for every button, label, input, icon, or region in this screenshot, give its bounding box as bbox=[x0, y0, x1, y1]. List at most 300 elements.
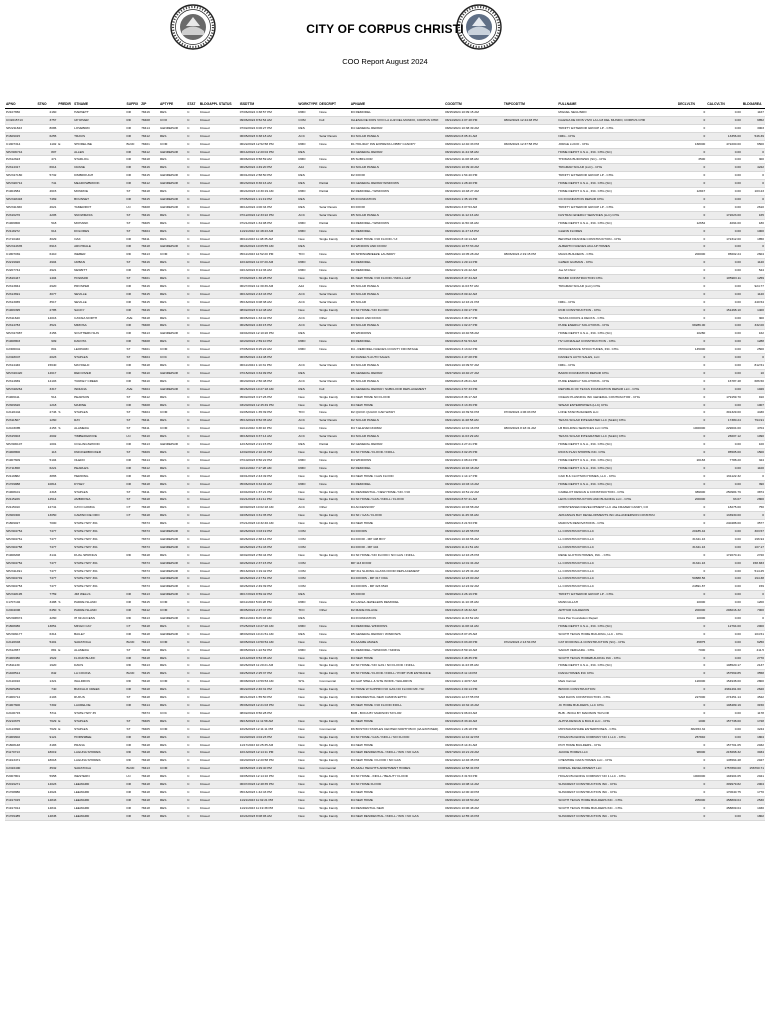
table-cell: C bbox=[186, 528, 199, 536]
table-cell: BRABD CONSTRUCTION CHG bbox=[557, 275, 677, 283]
table-cell: COM bbox=[159, 409, 186, 417]
table-cell: ST bbox=[126, 646, 141, 654]
table-cell: Closed bbox=[199, 267, 239, 275]
table-cell bbox=[57, 812, 73, 820]
table-cell: C bbox=[186, 251, 199, 259]
table-cell: GENREPAIR bbox=[159, 441, 186, 449]
table-cell: C bbox=[186, 267, 199, 275]
table-cell: P1904584 bbox=[5, 188, 36, 196]
table-cell: 14843 bbox=[36, 796, 57, 804]
table-cell bbox=[503, 583, 558, 591]
table-cell: D2 SF HOME / NO GAS / NO FLOOD / INFILL bbox=[350, 662, 444, 670]
table-cell: None bbox=[318, 638, 349, 646]
table-row bbox=[5, 796, 765, 804]
table-cell bbox=[318, 591, 349, 599]
table-row bbox=[5, 480, 765, 488]
table-cell: 389900 bbox=[677, 488, 706, 496]
table-row bbox=[5, 709, 765, 717]
table-cell: C bbox=[186, 282, 199, 290]
table-row bbox=[5, 528, 765, 536]
table-cell: 95505.00 bbox=[706, 448, 742, 456]
table-cell: 02/09/2023 10:02:18 AM bbox=[239, 504, 298, 512]
table-cell: P2313065 bbox=[5, 298, 36, 306]
table-cell: DR bbox=[126, 306, 141, 314]
table-cell: GENREPAIR bbox=[159, 528, 186, 536]
table-cell: 06/18/2024 9:37:14 AM bbox=[239, 433, 298, 441]
table-row bbox=[5, 520, 765, 528]
table-cell bbox=[503, 480, 558, 488]
table-cell: ST bbox=[126, 717, 141, 725]
table-cell: New bbox=[297, 306, 318, 314]
table-cell bbox=[503, 354, 558, 362]
table-cell: Partial bbox=[318, 180, 349, 188]
table-cell: 0 bbox=[677, 765, 706, 773]
table-cell: P1907600 bbox=[5, 701, 36, 709]
table-cell bbox=[57, 701, 73, 709]
table-cell: 2800 bbox=[742, 678, 765, 686]
table-cell: Closed bbox=[199, 694, 239, 702]
table-cell: GENREPAIR bbox=[159, 148, 186, 156]
table-cell: CC FOUNDATION REPAIR CHG bbox=[557, 195, 677, 203]
table-cell: 7477 bbox=[36, 583, 57, 591]
table-cell: ST bbox=[126, 694, 141, 702]
table-cell: STATE HWY 361 bbox=[73, 543, 125, 551]
table-cell: Single Family bbox=[318, 796, 349, 804]
table-cell: P1917015 bbox=[5, 796, 36, 804]
table-cell: D4 REMODEL bbox=[350, 259, 444, 267]
table-row bbox=[5, 559, 765, 567]
table-cell: Closed bbox=[199, 749, 239, 757]
table-cell: 01/11/2022 7:47:28 AM bbox=[239, 464, 298, 472]
table-cell: 0 bbox=[742, 591, 765, 599]
table-cell bbox=[503, 195, 558, 203]
table-cell: AVE bbox=[126, 314, 141, 322]
table-cell: Solar Panels bbox=[318, 362, 349, 370]
table-cell: COM bbox=[297, 528, 318, 536]
table-cell: D4 DOOR - MP 108 BOY bbox=[350, 535, 444, 543]
table-cell: 07/30/2024 4:06:03 PM bbox=[503, 409, 558, 417]
table-cell: 2770 bbox=[742, 654, 765, 662]
table-cell: 02/02/2023 2:56:44 PM bbox=[239, 551, 298, 559]
table-cell: C bbox=[186, 298, 199, 306]
table-cell: 08/23/2024 8:57:41 AM bbox=[444, 496, 503, 504]
table-cell: WALDRON bbox=[73, 678, 125, 686]
table-cell: DR bbox=[126, 701, 141, 709]
table-cell: New bbox=[297, 654, 318, 662]
table-cell: P1913471 bbox=[5, 757, 36, 765]
table-cell bbox=[318, 535, 349, 543]
table-cell: D2 REMODEL bbox=[350, 267, 444, 275]
table-cell: SP2304754 bbox=[5, 528, 36, 536]
table-cell: 924.77 bbox=[742, 282, 765, 290]
table-cell: D4 7-ELEVEN #40302 bbox=[350, 425, 444, 433]
table-cell: D5 WINDOWS bbox=[350, 330, 444, 338]
table-cell: 0.00 bbox=[706, 172, 742, 180]
table-cell: LN bbox=[126, 773, 141, 781]
table-cell: 1522 bbox=[36, 654, 57, 662]
table-cell: 0 bbox=[677, 591, 706, 599]
table-cell: 4602 bbox=[36, 433, 57, 441]
table-cell: 5401 bbox=[36, 638, 57, 646]
table-cell: 78414 bbox=[140, 124, 159, 132]
table-cell: STATE HWY 361 bbox=[73, 520, 125, 528]
table-cell: 08/23/2024 12:00:40 PM bbox=[444, 788, 503, 796]
table-cell: IGLESIA DE DIOS VIVO LA LUZ DEL MUNDO, CORPUS CHR bbox=[557, 116, 677, 124]
table-cell: D6 BOSTON STAPLES CENTER NORTH BOX (4A EXPOSED) bbox=[350, 725, 444, 733]
table-cell: None bbox=[318, 622, 349, 630]
table-cell: 07/03/2023 1:36:28 PM bbox=[239, 275, 298, 283]
table-cell: 78405 bbox=[140, 725, 159, 733]
table-cell: PADRE ISLAND bbox=[73, 599, 125, 607]
table-cell: C bbox=[186, 686, 199, 694]
table-cell: P2312657 bbox=[5, 646, 36, 654]
table-cell: C bbox=[186, 543, 199, 551]
table-cell: Commercial bbox=[318, 678, 349, 686]
table-cell: RES bbox=[297, 124, 318, 132]
table-cell: DAVIS bbox=[73, 662, 125, 670]
table-cell bbox=[503, 290, 558, 298]
table-cell: D4 SF HOME FLOOD bbox=[350, 781, 444, 789]
table-cell: HOME DEPOT U.S.A., INC. CHG (SC) bbox=[557, 148, 677, 156]
table-cell: C bbox=[186, 599, 199, 607]
table-cell: 6450 bbox=[36, 607, 57, 615]
table-cell: RES bbox=[159, 156, 186, 164]
table-cell: 3077 bbox=[36, 290, 57, 298]
table-cell: COM bbox=[297, 543, 318, 551]
table-cell: Closed bbox=[199, 330, 239, 338]
table-row bbox=[5, 583, 765, 591]
table-cell: 08/28/2024 12:55:43 PM bbox=[444, 812, 503, 820]
table-cell: ALBERTO NUEVES AKA AP HOMES bbox=[557, 243, 677, 251]
table-cell: 06/07/2023 12:48:35 PM bbox=[239, 781, 298, 789]
table-cell: 881 bbox=[36, 646, 57, 654]
table-cell: 78410 bbox=[140, 369, 159, 377]
table-cell: 0 bbox=[742, 180, 765, 188]
table-cell: 12652 bbox=[677, 219, 706, 227]
table-cell: KNICKERBOCKER bbox=[73, 448, 125, 456]
table-cell: SP2318195 bbox=[5, 591, 36, 599]
table-cell: D4 SF HOME - INFILL / BEAUTY FLOOD bbox=[350, 773, 444, 781]
table-cell: 0 bbox=[677, 306, 706, 314]
table-cell: 0.00 bbox=[706, 322, 742, 330]
table-cell: D4 AAAME AMAES bbox=[350, 638, 444, 646]
table-cell: DR bbox=[126, 124, 141, 132]
table-cell: C bbox=[186, 812, 199, 820]
table-cell: RES bbox=[297, 243, 318, 251]
table-cell: 3034 bbox=[742, 749, 765, 757]
table-cell: C bbox=[186, 535, 199, 543]
table-cell: 08/24/2024 10:09:57 AM bbox=[444, 362, 503, 370]
table-cell: 05/11/2023 12:52:20 PM bbox=[239, 251, 298, 259]
table-cell: D3 DOOR bbox=[350, 203, 444, 211]
table-cell: P1906800 bbox=[5, 219, 36, 227]
table-cell: RES bbox=[297, 148, 318, 156]
table-cell: TFO bbox=[297, 409, 318, 417]
table-cell: 78418 bbox=[140, 796, 159, 804]
table-cell: RES bbox=[297, 615, 318, 623]
table-cell: D5 SUBFLOOR bbox=[350, 156, 444, 164]
table-cell: 78411 bbox=[140, 417, 159, 425]
table-cell: STAPLES bbox=[73, 725, 125, 733]
table-cell: 161122.32 bbox=[706, 472, 742, 480]
table-cell: LEEWARD bbox=[73, 781, 125, 789]
table-cell: P2118272 bbox=[5, 227, 36, 235]
table-cell: 0.00 bbox=[706, 535, 742, 543]
table-cell: 06/21/2023 1:55:50 PM bbox=[239, 694, 298, 702]
table-cell: D4 SF HOME / FLOOD / INFILL bbox=[350, 448, 444, 456]
table-row bbox=[5, 496, 765, 504]
table-cell: 0.00 bbox=[706, 188, 742, 196]
table-cell bbox=[503, 662, 558, 670]
table-cell: 09/15/2023 11:11:58 AM bbox=[239, 717, 298, 725]
table-cell: 08/16/2024 1:28:40 PM bbox=[444, 180, 503, 188]
table-cell: 0 bbox=[742, 148, 765, 156]
table-cell: 274451.14 bbox=[706, 694, 742, 702]
table-cell: D4 GAP SHELL & SITE WORK / WALDRON bbox=[350, 678, 444, 686]
table-row bbox=[5, 654, 765, 662]
table-cell bbox=[318, 243, 349, 251]
table-cell bbox=[57, 622, 73, 630]
table-cell: DANIEL'S AUTO SALES, LLC bbox=[557, 354, 677, 362]
table-cell: P2119882 bbox=[5, 472, 36, 480]
table-cell: P1709485 bbox=[5, 812, 36, 820]
table-cell: 471 bbox=[36, 156, 57, 164]
table-cell: 1804 bbox=[742, 733, 765, 741]
table-cell: 78413 bbox=[140, 330, 159, 338]
table-cell: DORSAL DEVELOPMENT LLC bbox=[557, 765, 677, 773]
table-cell: 12/15/2023 2:21:15 PM bbox=[239, 441, 298, 449]
table-cell: Other bbox=[318, 607, 349, 615]
table-cell: GENREPAIR bbox=[159, 535, 186, 543]
table-cell: 0.00 bbox=[706, 638, 742, 646]
table-cell: C bbox=[186, 393, 199, 401]
table-cell: 215668.32 bbox=[706, 749, 742, 757]
table-cell bbox=[57, 275, 73, 283]
report-title: CITY OF CORPUS CHRISTI bbox=[306, 22, 464, 36]
table-cell: C2100715 bbox=[5, 709, 36, 717]
table-cell: RD bbox=[126, 678, 141, 686]
table-cell bbox=[57, 195, 73, 203]
table-cell: 0.00 bbox=[706, 385, 742, 393]
table-cell: ACC bbox=[297, 290, 318, 298]
table-cell: 08/20/2024 1:02:27 PM bbox=[444, 322, 503, 330]
table-cell: 0 bbox=[677, 670, 706, 678]
table-cell: 08/28/2024 4:26:19 PM bbox=[444, 591, 503, 599]
table-cell bbox=[318, 543, 349, 551]
table-cell: 113 bbox=[36, 448, 57, 456]
table-cell: 229604.00 bbox=[706, 425, 742, 433]
table-cell: LOVEBIRD bbox=[73, 124, 125, 132]
table-cell: 78373 bbox=[140, 543, 159, 551]
table-cell: C bbox=[186, 520, 199, 528]
table-cell: 78412 bbox=[140, 393, 159, 401]
table-cell: 02/05/2024 10:50:54 AM bbox=[239, 638, 298, 646]
table-cell: BUFFALO CREEK bbox=[73, 686, 125, 694]
table-cell: LONE STAR BUILDERS LLC bbox=[557, 409, 677, 417]
table-cell: RUFUS bbox=[73, 694, 125, 702]
table-row bbox=[5, 733, 765, 741]
table-cell: 0 bbox=[677, 504, 706, 512]
table-row bbox=[5, 132, 765, 140]
table-row bbox=[5, 164, 765, 172]
table-cell: 0 bbox=[677, 567, 706, 575]
table-cell: 78418 bbox=[140, 812, 159, 820]
table-cell: 08/23/2024 1:35:19 PM bbox=[444, 195, 503, 203]
table-cell: 300 bbox=[742, 314, 765, 322]
table-cell: D4 GENERAL REPAIR bbox=[350, 124, 444, 132]
table-cell: 686.50 bbox=[742, 377, 765, 385]
table-row bbox=[5, 409, 765, 417]
table-cell: 12764.00 bbox=[706, 622, 742, 630]
table-row bbox=[5, 251, 765, 259]
table-cell: 02/26/2023 11:20:21 AM bbox=[239, 662, 298, 670]
table-cell: None bbox=[318, 259, 349, 267]
table-cell bbox=[557, 290, 677, 298]
table-cell: STAPLES bbox=[73, 354, 125, 362]
table-cell: Closed bbox=[199, 583, 239, 591]
table-cell: 78410 bbox=[140, 377, 159, 385]
table-cell: Closed bbox=[199, 773, 239, 781]
table-cell: GENREPAIR bbox=[159, 369, 186, 377]
table-cell bbox=[503, 401, 558, 409]
table-cell bbox=[126, 575, 141, 583]
table-cell: 458809.04 bbox=[706, 796, 742, 804]
table-row bbox=[5, 543, 765, 551]
table-cell: C bbox=[186, 456, 199, 464]
table-cell: RES bbox=[159, 781, 186, 789]
table-cell: 0.00 bbox=[706, 148, 742, 156]
table-cell: 08/09/2024 12:58:34 PM bbox=[444, 765, 503, 773]
table-cell: D4 ACCESSORY bbox=[350, 504, 444, 512]
table-cell: 0 bbox=[677, 282, 706, 290]
table-cell bbox=[57, 512, 73, 520]
table-cell: New bbox=[297, 804, 318, 812]
table-cell: NESBITT bbox=[73, 267, 125, 275]
table-cell: 78418 bbox=[140, 243, 159, 251]
table-cell: Joe M Chinz bbox=[557, 267, 677, 275]
table-cell: BLVD bbox=[126, 638, 141, 646]
table-cell: Closed bbox=[199, 401, 239, 409]
table-cell: 4704 bbox=[742, 425, 765, 433]
table-cell: Single Family bbox=[318, 773, 349, 781]
table-cell: 06/11/2023 11:48:35 AM bbox=[239, 235, 298, 243]
table-cell: C bbox=[186, 188, 199, 196]
table-cell: 145564.48 bbox=[706, 757, 742, 765]
table-cell: 78412 bbox=[140, 132, 159, 140]
table-cell bbox=[57, 211, 73, 219]
table-cell: 842 bbox=[36, 670, 57, 678]
table-cell: 08/23/2024 8:59:10 AM bbox=[444, 646, 503, 654]
table-cell: 1102 bbox=[36, 140, 57, 148]
table-cell: DR bbox=[126, 733, 141, 741]
table-cell: HOME DEPOT U.S.A., INC. CHG (SC) bbox=[557, 188, 677, 196]
table-cell: RES bbox=[159, 109, 186, 117]
table-cell: Single Family bbox=[318, 306, 349, 314]
table-cell: 15640 bbox=[36, 362, 57, 370]
table-cell: Single Family bbox=[318, 662, 349, 670]
table-cell: RES bbox=[159, 622, 186, 630]
table-row bbox=[5, 180, 765, 188]
table-cell: Add bbox=[297, 282, 318, 290]
table-cell bbox=[503, 433, 558, 441]
table-cell: 07/21/2023 10:32:46 AM bbox=[239, 520, 298, 528]
table-cell: D1 RESIDENTIAL / NEW HOME / NO / NO bbox=[350, 488, 444, 496]
table-cell bbox=[57, 480, 73, 488]
table-cell: 390 bbox=[742, 480, 765, 488]
table-cell: 78416 bbox=[140, 164, 159, 172]
table-cell: Closed bbox=[199, 686, 239, 694]
table-cell: 18019 bbox=[36, 749, 57, 757]
table-cell: 179159.70 bbox=[706, 393, 742, 401]
table-cell: DR bbox=[126, 362, 141, 370]
table-cell: STATE HWY 361 bbox=[73, 559, 125, 567]
table-cell bbox=[503, 575, 558, 583]
table-cell: C bbox=[186, 512, 199, 520]
table-cell: 05/06/2023 9:34:04 AM bbox=[239, 480, 298, 488]
table-cell: 1167 bbox=[742, 109, 765, 117]
table-cell: 0 bbox=[677, 480, 706, 488]
table-cell: 0.00 bbox=[706, 709, 742, 717]
table-cell bbox=[503, 694, 558, 702]
table-cell: Closed bbox=[199, 148, 239, 156]
table-cell: GENREPAIR bbox=[159, 385, 186, 393]
table-cell: DR bbox=[126, 686, 141, 694]
table-cell: 08/20/2024 12:16:25 PM bbox=[444, 551, 503, 559]
table-cell: AVE bbox=[126, 385, 141, 393]
table-cell: 120000 bbox=[677, 678, 706, 686]
table-cell bbox=[503, 709, 558, 717]
table-cell: BLVD bbox=[126, 765, 141, 773]
table-cell: 157569.85 bbox=[706, 670, 742, 678]
table-cell: LL CONSTRUCTION LLC bbox=[557, 535, 677, 543]
table-cell: 6314 bbox=[36, 630, 57, 638]
table-cell: COM bbox=[159, 725, 186, 733]
table-cell: 08/19/2024 2:08:24 PM bbox=[444, 456, 503, 464]
table-cell: TAMERROT bbox=[73, 203, 125, 211]
table-cell: MOSTADASHARE ENTERPRISES - CHG bbox=[557, 725, 677, 733]
table-cell: 4260 bbox=[36, 615, 57, 623]
table-cell: 10814 bbox=[36, 480, 57, 488]
table-cell bbox=[503, 211, 558, 219]
table-cell: MINGO CAY bbox=[73, 622, 125, 630]
table-cell: C bbox=[186, 701, 199, 709]
table-cell: 08/02/2023 9:12:48 AM bbox=[239, 306, 298, 314]
table-cell: 156760.71 bbox=[742, 765, 765, 773]
table-cell: 154938.00 bbox=[706, 678, 742, 686]
table-cell: 08/13/2024 1:40:57 AM bbox=[444, 678, 503, 686]
table-cell bbox=[503, 804, 558, 812]
table-cell: CT bbox=[126, 504, 141, 512]
table-cell: New bbox=[297, 275, 318, 283]
table-row bbox=[5, 622, 765, 630]
table-cell: D3 REMODEL bbox=[350, 338, 444, 346]
table-row bbox=[5, 646, 765, 654]
table-cell: Closed bbox=[199, 757, 239, 765]
table-cell: GENREPAIR bbox=[159, 559, 186, 567]
table-cell: 08/06/2024 4:09:14 PM bbox=[444, 686, 503, 694]
table-cell: 7477 bbox=[36, 528, 57, 536]
table-cell: 04/01/2023 2:43:49 PM bbox=[239, 472, 298, 480]
table-cell: S bbox=[57, 607, 73, 615]
table-cell: RD bbox=[126, 251, 141, 259]
table-cell: New bbox=[297, 520, 318, 528]
table-cell: Closed bbox=[199, 520, 239, 528]
table-cell bbox=[57, 282, 73, 290]
table-cell: 0 bbox=[677, 109, 706, 117]
table-cell: RES bbox=[159, 235, 186, 243]
table-row bbox=[5, 417, 765, 425]
table-cell: 0.00 bbox=[706, 543, 742, 551]
